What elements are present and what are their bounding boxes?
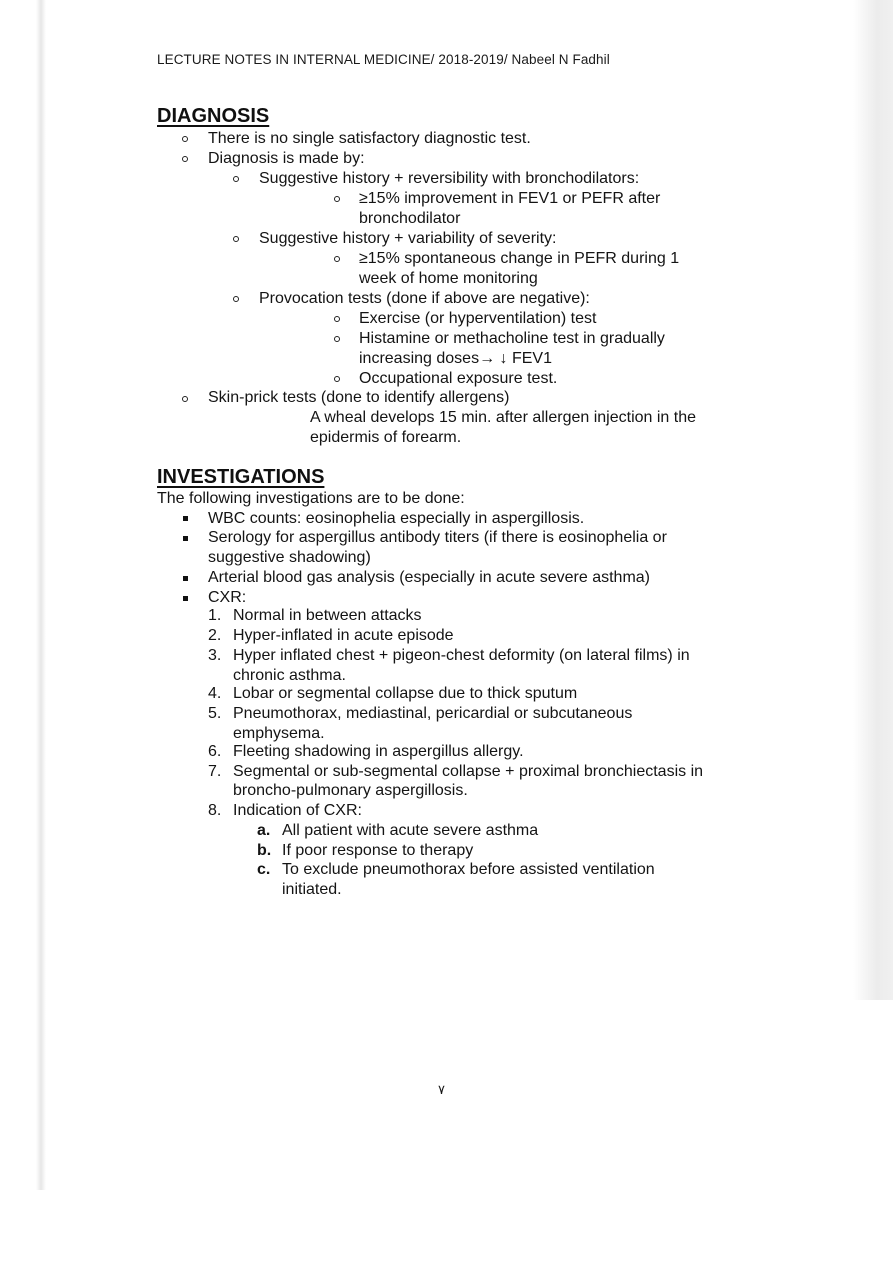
bullet-circle-icon [182,136,188,142]
bullet-circle-icon [334,376,340,382]
indication-item: All patient with acute severe asthma [282,822,539,839]
list-number: 6. [208,743,222,760]
diagnosis-point-cont: increasing doses→ ↓ FEV1 [359,350,552,367]
list-number: 1. [208,607,222,624]
diagnosis-point: Histamine or methacholine test in gradually [359,330,665,347]
bullet-circle-icon [233,236,239,242]
scan-edge-right [853,0,893,1000]
list-letter: a. [257,822,271,839]
bullet-circle-icon [233,296,239,302]
cxr-item: Hyper-inflated in acute episode [233,627,454,644]
diagnosis-point: Occupational exposure test. [359,370,558,387]
bullet-circle-icon [233,176,239,182]
investigation-item-cont: suggestive shadowing) [208,549,371,566]
bullet-circle-icon [182,156,188,162]
page-header: LECTURE NOTES IN INTERNAL MEDICINE/ 2018-2019/ Nabeel N Fadhil [157,52,610,67]
list-number: 4. [208,685,222,702]
diagnosis-point: ≥15% spontaneous change in PEFR during 1 [359,250,680,267]
cxr-item-cont: chronic asthma. [233,667,346,684]
diagnosis-subitem: Suggestive history + variability of severity: [259,230,557,247]
investigation-item: WBC counts: eosinophelia especially in aspergillosis. [208,510,585,527]
indication-item: To exclude pneumothorax before assisted ventilation [282,861,655,878]
page-number: ٧ [438,1082,445,1097]
bullet-circle-icon [334,316,340,322]
diagnosis-point-cont: week of home monitoring [359,270,538,287]
indication-item: If poor response to therapy [282,842,474,859]
bullet-square-icon [183,596,188,601]
diagnosis-item: There is no single satisfactory diagnostic test. [208,130,531,147]
bullet-square-icon [183,576,188,581]
cxr-item: Pneumothorax, mediastinal, pericardial or subcutaneous [233,705,633,722]
cxr-item: Hyper inflated chest + pigeon-chest deformity (on lateral films) in [233,647,690,664]
cxr-item: Lobar or segmental collapse due to thick sputum [233,685,578,702]
diagnosis-point: ≥15% improvement in FEV1 or PEFR after [359,190,661,207]
bullet-circle-icon [334,336,340,342]
diagnosis-heading: DIAGNOSIS [157,105,270,127]
cxr-item-cont: broncho-pulmonary aspergillosis. [233,782,468,799]
cxr-item: Segmental or sub-segmental collapse + proximal bronchiectasis in [233,763,704,780]
skin-prick-description-cont: epidermis of forearm. [310,429,462,446]
skin-prick-description: A wheal develops 15 min. after allergen injection in the [310,409,697,426]
diagnosis-subitem: Suggestive history + reversibility with bronchodilators: [259,170,640,187]
scan-edge-left [36,0,46,1190]
list-number: 8. [208,802,222,819]
diagnosis-subitem: Provocation tests (done if above are negative): [259,290,590,307]
diagnosis-item: Skin-prick tests (done to identify allergens) [208,389,510,406]
cxr-item: Normal in between attacks [233,607,422,624]
cxr-item: Indication of CXR: [233,802,362,819]
investigations-intro: The following investigations are to be done: [157,490,465,507]
list-letter: c. [257,861,271,878]
diagnosis-item: Diagnosis is made by: [208,150,365,167]
diagnosis-point-cont: bronchodilator [359,210,461,227]
investigation-item: Arterial blood gas analysis (especially in acute severe asthma) [208,569,650,586]
list-number: 5. [208,705,222,722]
list-number: 2. [208,627,222,644]
investigation-item: Serology for aspergillus antibody titers (if there is eosinophelia or [208,529,667,546]
indication-item-cont: initiated. [282,881,342,898]
list-number: 3. [208,647,222,664]
list-number: 7. [208,763,222,780]
bullet-circle-icon [334,256,340,262]
bullet-square-icon [183,536,188,541]
diagnosis-point: Exercise (or hyperventilation) test [359,310,597,327]
investigations-heading: INVESTIGATIONS [157,466,325,488]
cxr-item: Fleeting shadowing in aspergillus allergy. [233,743,524,760]
list-letter: b. [257,842,272,859]
bullet-square-icon [183,516,188,521]
bullet-circle-icon [182,396,188,402]
cxr-item-cont: emphysema. [233,725,325,742]
bullet-circle-icon [334,196,340,202]
investigation-item: CXR: [208,589,247,606]
